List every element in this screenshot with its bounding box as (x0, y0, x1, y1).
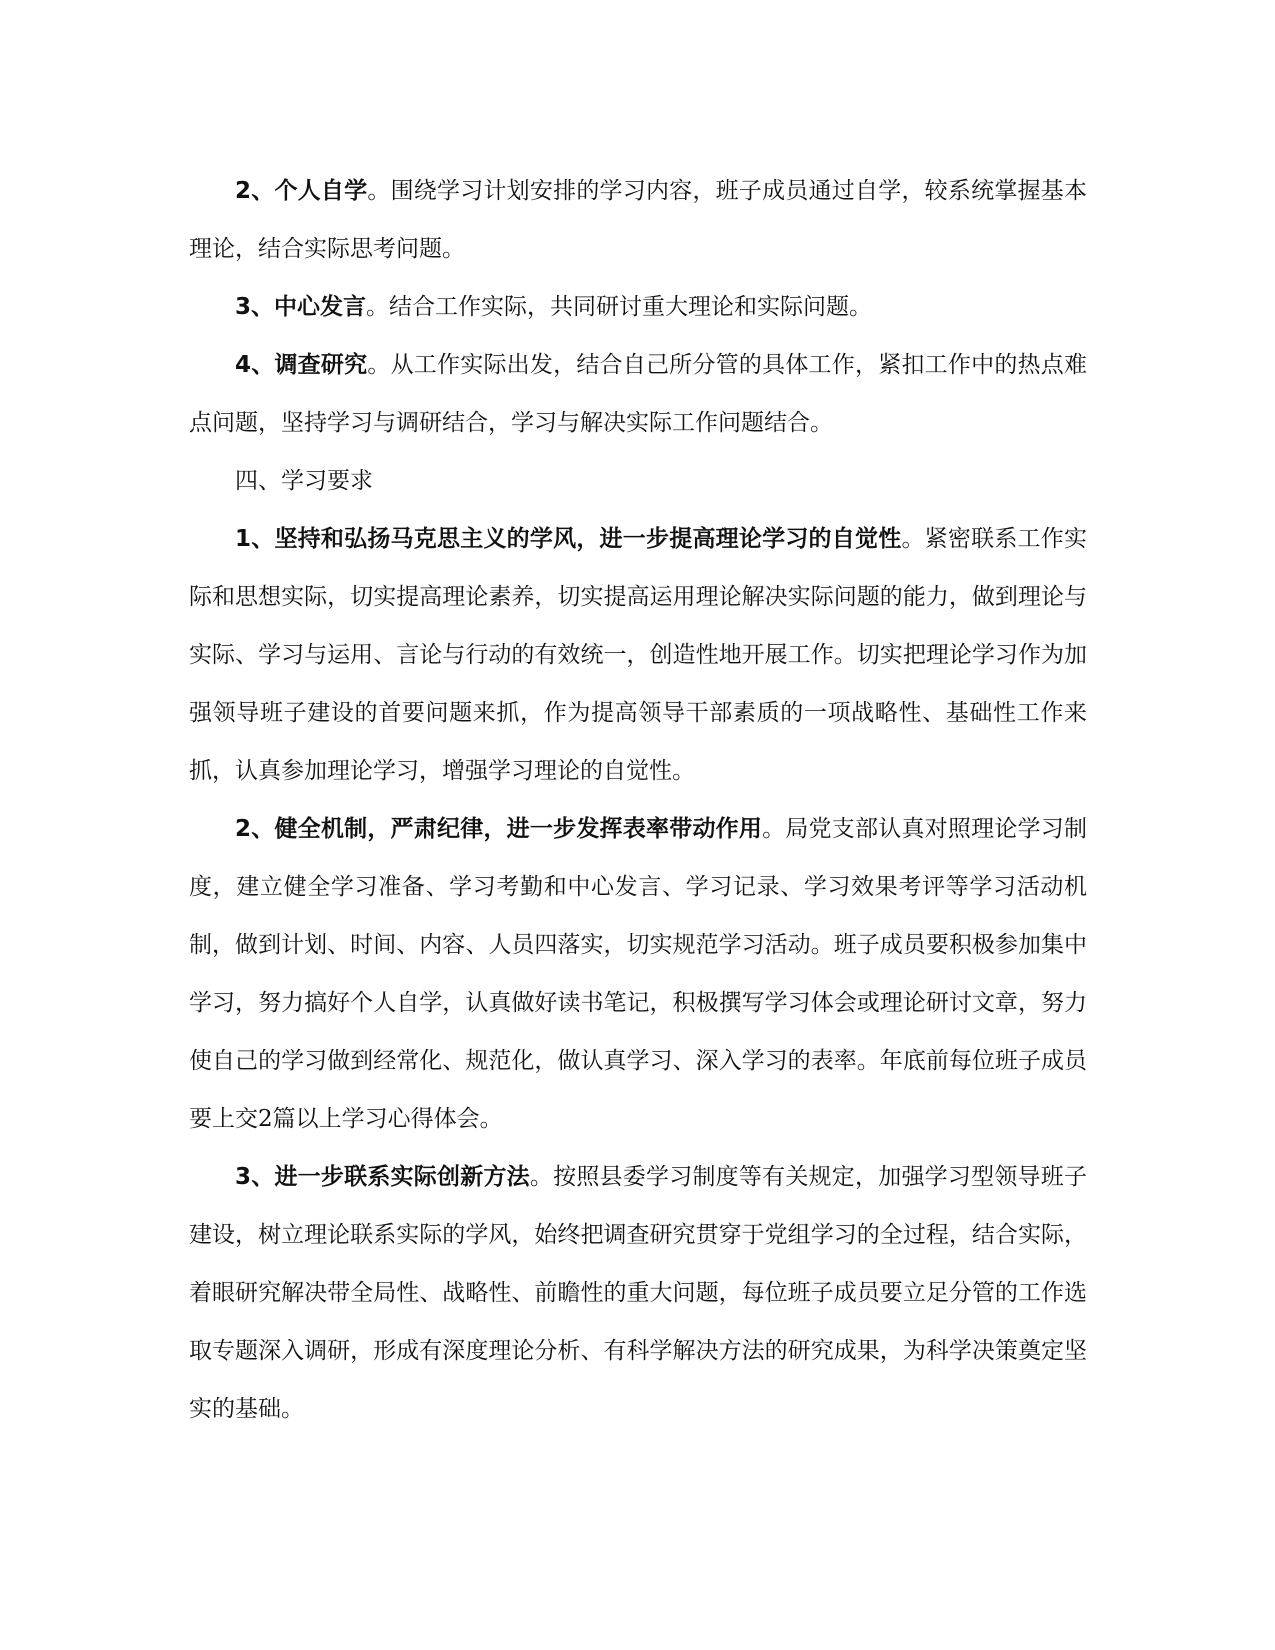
paragraph-text: 。围绕学习计划安排的学习内容，班子成员通过自学，较系统掌握基本理论，结合实际思考问题。 (189, 178, 1087, 262)
paragraph-requirement-1 (189, 510, 1087, 800)
section-heading (189, 452, 1087, 510)
paragraph-requirement-3 (189, 1148, 1087, 1438)
paragraph-central-speech (189, 278, 1087, 336)
paragraph-text: 。局党支部认真对照理论学习制度，建立健全学习准备、学习考勤和中心发言、学习记录、学习效果考评等学习活动机制，做到计划、时间、内容、人员四落实，切实规范学习活动。班子成员要积极参加集中学习，努力搞好个人自学，认真做好读书笔记，积极撰写学习体会或理论研讨文章，努力使自己的学习做到经常化、规范化，做认真学习、深入学习的表率。年底前每位班子成员要上交2篇以上学习心得体会。 (189, 816, 1087, 1132)
paragraph-lead: 3、中心发言 (235, 294, 367, 320)
paragraph-lead: 1、坚持和弘扬马克思主义的学风，进一步提高理论学习的自觉性 (235, 526, 902, 552)
paragraph-requirement-2 (189, 800, 1087, 1148)
paragraph-self-study (189, 162, 1087, 278)
paragraph-text: 。按照县委学习制度等有关规定，加强学习型领导班子建设，树立理论联系实际的学风，始终把调查研究贯穿于党组学习的全过程，结合实际，着眼研究解决带全局性、战略性、前瞻性的重大问题，每位班子成员要立足分管的工作选取专题深入调研，形成有深度理论分析、有科学解决方法的研究成果，为科学决策奠定坚实的基础。 (189, 1164, 1087, 1422)
paragraph-investigation (189, 336, 1087, 452)
section-heading-text: 四、学习要求 (235, 468, 373, 494)
paragraph-text: 。紧密联系工作实际和思想实际，切实提高理论素养，切实提高运用理论解决实际问题的能力，做到理论与实际、学习与运用、言论与行动的有效统一，创造性地开展工作。切实把理论学习作为加强领导班子建设的首要问题来抓，作为提高领导干部素质的一项战略性、基础性工作来抓，认真参加理论学习，增强学习理论的自觉性。 (189, 526, 1087, 784)
paragraph-lead: 2、个人自学 (235, 178, 368, 204)
paragraph-lead: 4、调查研究 (235, 352, 368, 378)
paragraph-text: 。从工作实际出发，结合自己所分管的具体工作，紧扣工作中的热点难点问题，坚持学习与调研结合，学习与解决实际工作问题结合。 (189, 352, 1087, 436)
document-page (189, 162, 1087, 1438)
paragraph-text: 。结合工作实际，共同研讨重大理论和实际问题。 (366, 294, 873, 320)
paragraph-lead: 2、健全机制，严肃纪律，进一步发挥表率带动作用 (235, 816, 763, 842)
paragraph-lead: 3、进一步联系实际创新方法 (235, 1164, 530, 1190)
